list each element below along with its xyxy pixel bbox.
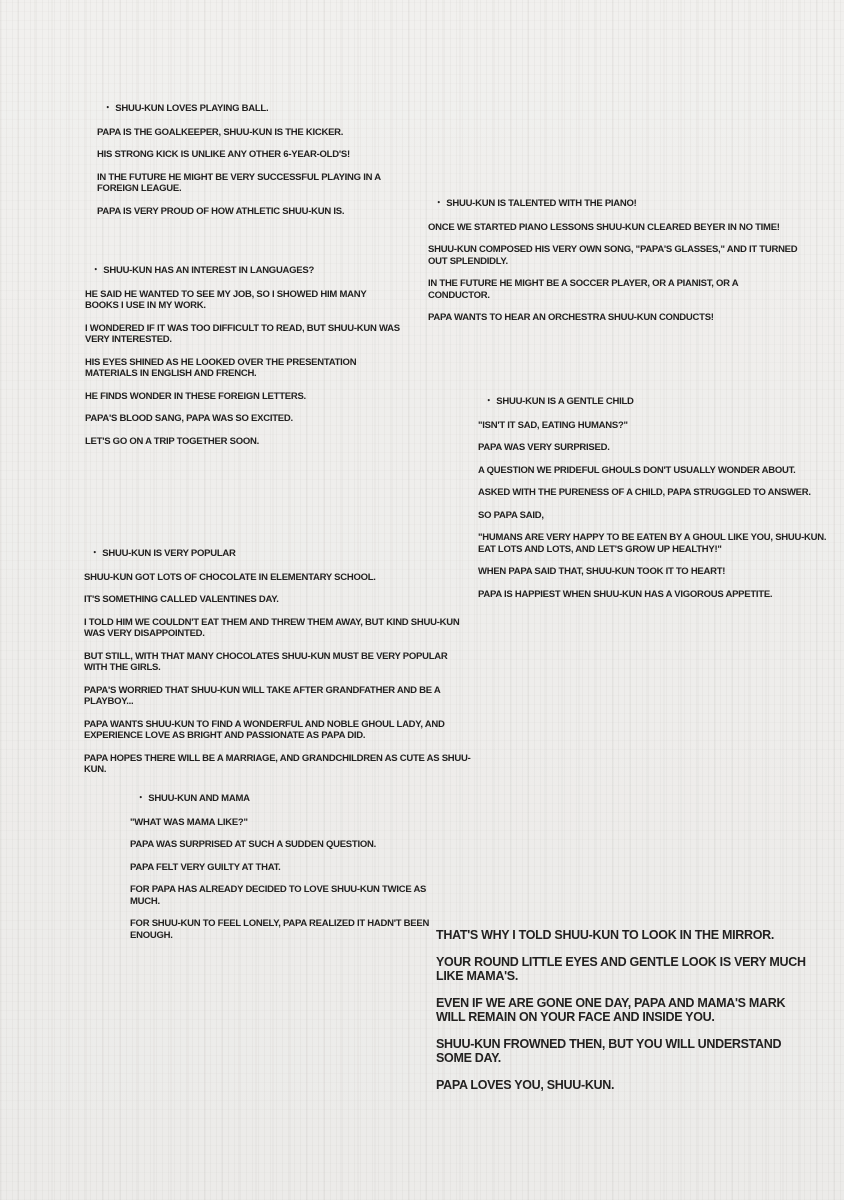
- paragraph: PAPA IS THE GOALKEEPER, SHUU-KUN IS THE KICKER.: [97, 126, 344, 138]
- paragraph: PAPA WAS SURPRISED AT SUCH A SUDDEN QUESTION.: [130, 839, 376, 850]
- note-block-popular: [84, 548, 472, 787]
- paragraph: ASKED WITH THE PURENESS OF A CHILD, PAPA STRUGGLED TO ANSWER.: [478, 487, 811, 498]
- note-block-piano: [428, 198, 800, 335]
- paragraph: HE SAID HE WANTED TO SEE MY JOB, SO I SHOWED HIM MANY BOOKS I USE IN MY WORK.: [85, 288, 367, 311]
- paragraph: PAPA HOPES THERE WILL BE A MARRIAGE, AND GRANDCHILDREN AS CUTE AS SHUU-KUN.: [84, 752, 471, 775]
- note-heading: [130, 793, 430, 805]
- bullet-dot-icon: ・: [484, 396, 494, 407]
- bullet-dot-icon: ・: [434, 198, 444, 209]
- note-heading-label: SHUU-KUN AND MAMA: [148, 793, 250, 804]
- paragraph: PAPA'S WORRIED THAT SHUU-KUN WILL TAKE AFTER GRANDFATHER AND BE A PLAYBOY...: [84, 684, 441, 707]
- paragraph: "ISN'T IT SAD, EATING HUMANS?": [478, 419, 628, 431]
- paragraph: THAT'S WHY I TOLD SHUU-KUN TO LOOK IN THE MIRROR.: [436, 928, 775, 942]
- note-heading-label: SHUU-KUN IS TALENTED WITH THE PIANO!: [446, 198, 637, 209]
- paragraph: SO PAPA SAID,: [478, 509, 544, 521]
- paragraph: SHUU-KUN COMPOSED HIS VERY OWN SONG, "PAPA'S GLASSES," AND IT TURNED OUT SPLENDIDLY.: [428, 244, 798, 267]
- note-heading-label: SHUU-KUN IS VERY POPULAR: [102, 548, 236, 559]
- paragraph: PAPA'S BLOOD SANG, PAPA WAS SO EXCITED.: [85, 413, 293, 424]
- note-block-ball: [97, 103, 399, 228]
- bullet-dot-icon: ・: [91, 265, 101, 276]
- paragraph: I WONDERED IF IT WAS TOO DIFFICULT TO READ, BUT SHUU-KUN WAS VERY INTERESTED.: [85, 322, 400, 345]
- paragraph: PAPA FELT VERY GUILTY AT THAT.: [130, 861, 281, 873]
- paragraph: YOUR ROUND LITTLE EYES AND GENTLE LOOK IS VERY MUCH LIKE MAMA'S.: [436, 955, 806, 983]
- paragraph: FOR SHUU-KUN TO FEEL LONELY, PAPA REALIZED IT HADN'T BEEN ENOUGH.: [130, 918, 430, 941]
- paragraph: LET'S GO ON A TRIP TOGETHER SOON.: [85, 435, 259, 447]
- paragraph: PAPA WANTS SHUU-KUN TO FIND A WONDERFUL AND NOBLE GHOUL LADY, AND EXPERIENCE LOVE AS BRIGHT AND PASSIONATE AS PAPA DID.: [84, 718, 445, 741]
- note-block-gentle-child: [478, 396, 828, 611]
- paragraph: FOR PAPA HAS ALREADY DECIDED TO LOVE SHUU-KUN TWICE AS MUCH.: [130, 884, 427, 907]
- note-heading: [478, 396, 828, 408]
- paragraph: PAPA LOVES YOU, SHUU-KUN.: [436, 1078, 615, 1092]
- paragraph: HIS STRONG KICK IS UNLIKE ANY OTHER 6-YEAR-OLD'S!: [97, 149, 350, 160]
- paragraph: "WHAT WAS MAMA LIKE?": [130, 816, 248, 828]
- paragraph: ONCE WE STARTED PIANO LESSONS SHUU-KUN CLEARED BEYER IN NO TIME!: [428, 221, 780, 233]
- paragraph: "HUMANS ARE VERY HAPPY TO BE EATEN BY A GHOUL LIKE YOU, SHUU-KUN. EAT LOTS AND LOTS, AND LET'S GROW UP HEALTHY!": [478, 532, 827, 555]
- paragraph: SHUU-KUN FROWNED THEN, BUT YOU WILL UNDERSTAND SOME DAY.: [436, 1037, 782, 1065]
- paragraph: PAPA IS HAPPIEST WHEN SHUU-KUN HAS A VIGOROUS APPETITE.: [478, 588, 773, 600]
- bullet-dot-icon: ・: [136, 793, 146, 804]
- note-heading-label: SHUU-KUN HAS AN INTEREST IN LANGUAGES?: [103, 265, 315, 276]
- note-heading-label: SHUU-KUN LOVES PLAYING BALL.: [115, 103, 269, 114]
- note-heading-label: SHUU-KUN IS A GENTLE CHILD: [496, 396, 634, 407]
- note-heading: [84, 548, 472, 560]
- paragraph: SHUU-KUN GOT LOTS OF CHOCOLATE IN ELEMENTARY SCHOOL.: [84, 571, 376, 583]
- note-block-languages: [85, 265, 401, 458]
- bullet-dot-icon: ・: [103, 103, 113, 114]
- note-block-mirror-closing: [436, 928, 806, 1105]
- bullet-dot-icon: ・: [90, 548, 100, 559]
- paragraph: IT'S SOMETHING CALLED VALENTINES DAY.: [84, 594, 279, 605]
- paragraph: I TOLD HIM WE COULDN'T EAT THEM AND THREW THEM AWAY, BUT KIND SHUU-KUN WAS VERY DISAPPOINTED.: [84, 616, 460, 639]
- note-block-mama: [130, 793, 430, 952]
- note-heading: [428, 198, 800, 210]
- paragraph: IN THE FUTURE HE MIGHT BE A SOCCER PLAYER, OR A PIANIST, OR A CONDUCTOR.: [428, 278, 739, 301]
- paragraph: IN THE FUTURE HE MIGHT BE VERY SUCCESSFUL PLAYING IN A FOREIGN LEAGUE.: [97, 171, 381, 194]
- note-heading: [97, 103, 399, 115]
- paragraph: HE FINDS WONDER IN THESE FOREIGN LETTERS.: [85, 390, 306, 402]
- paragraph: WHEN PAPA SAID THAT, SHUU-KUN TOOK IT TO HEART!: [478, 566, 726, 577]
- paragraph: BUT STILL, WITH THAT MANY CHOCOLATES SHUU-KUN MUST BE VERY POPULAR WITH THE GIRLS.: [84, 650, 448, 673]
- paragraph: PAPA WAS VERY SURPRISED.: [478, 442, 610, 453]
- paragraph: HIS EYES SHINED AS HE LOOKED OVER THE PRESENTATION MATERIALS IN ENGLISH AND FRENCH.: [85, 356, 357, 379]
- paragraph: PAPA WANTS TO HEAR AN ORCHESTRA SHUU-KUN CONDUCTS!: [428, 312, 714, 323]
- paragraph: A QUESTION WE PRIDEFUL GHOULS DON'T USUALLY WONDER ABOUT.: [478, 464, 796, 476]
- paragraph: PAPA IS VERY PROUD OF HOW ATHLETIC SHUU-KUN IS.: [97, 205, 345, 217]
- note-heading: [85, 265, 401, 277]
- paragraph: EVEN IF WE ARE GONE ONE DAY, PAPA AND MAMA'S MARK WILL REMAIN ON YOUR FACE AND INSIDE YOU.: [436, 996, 786, 1024]
